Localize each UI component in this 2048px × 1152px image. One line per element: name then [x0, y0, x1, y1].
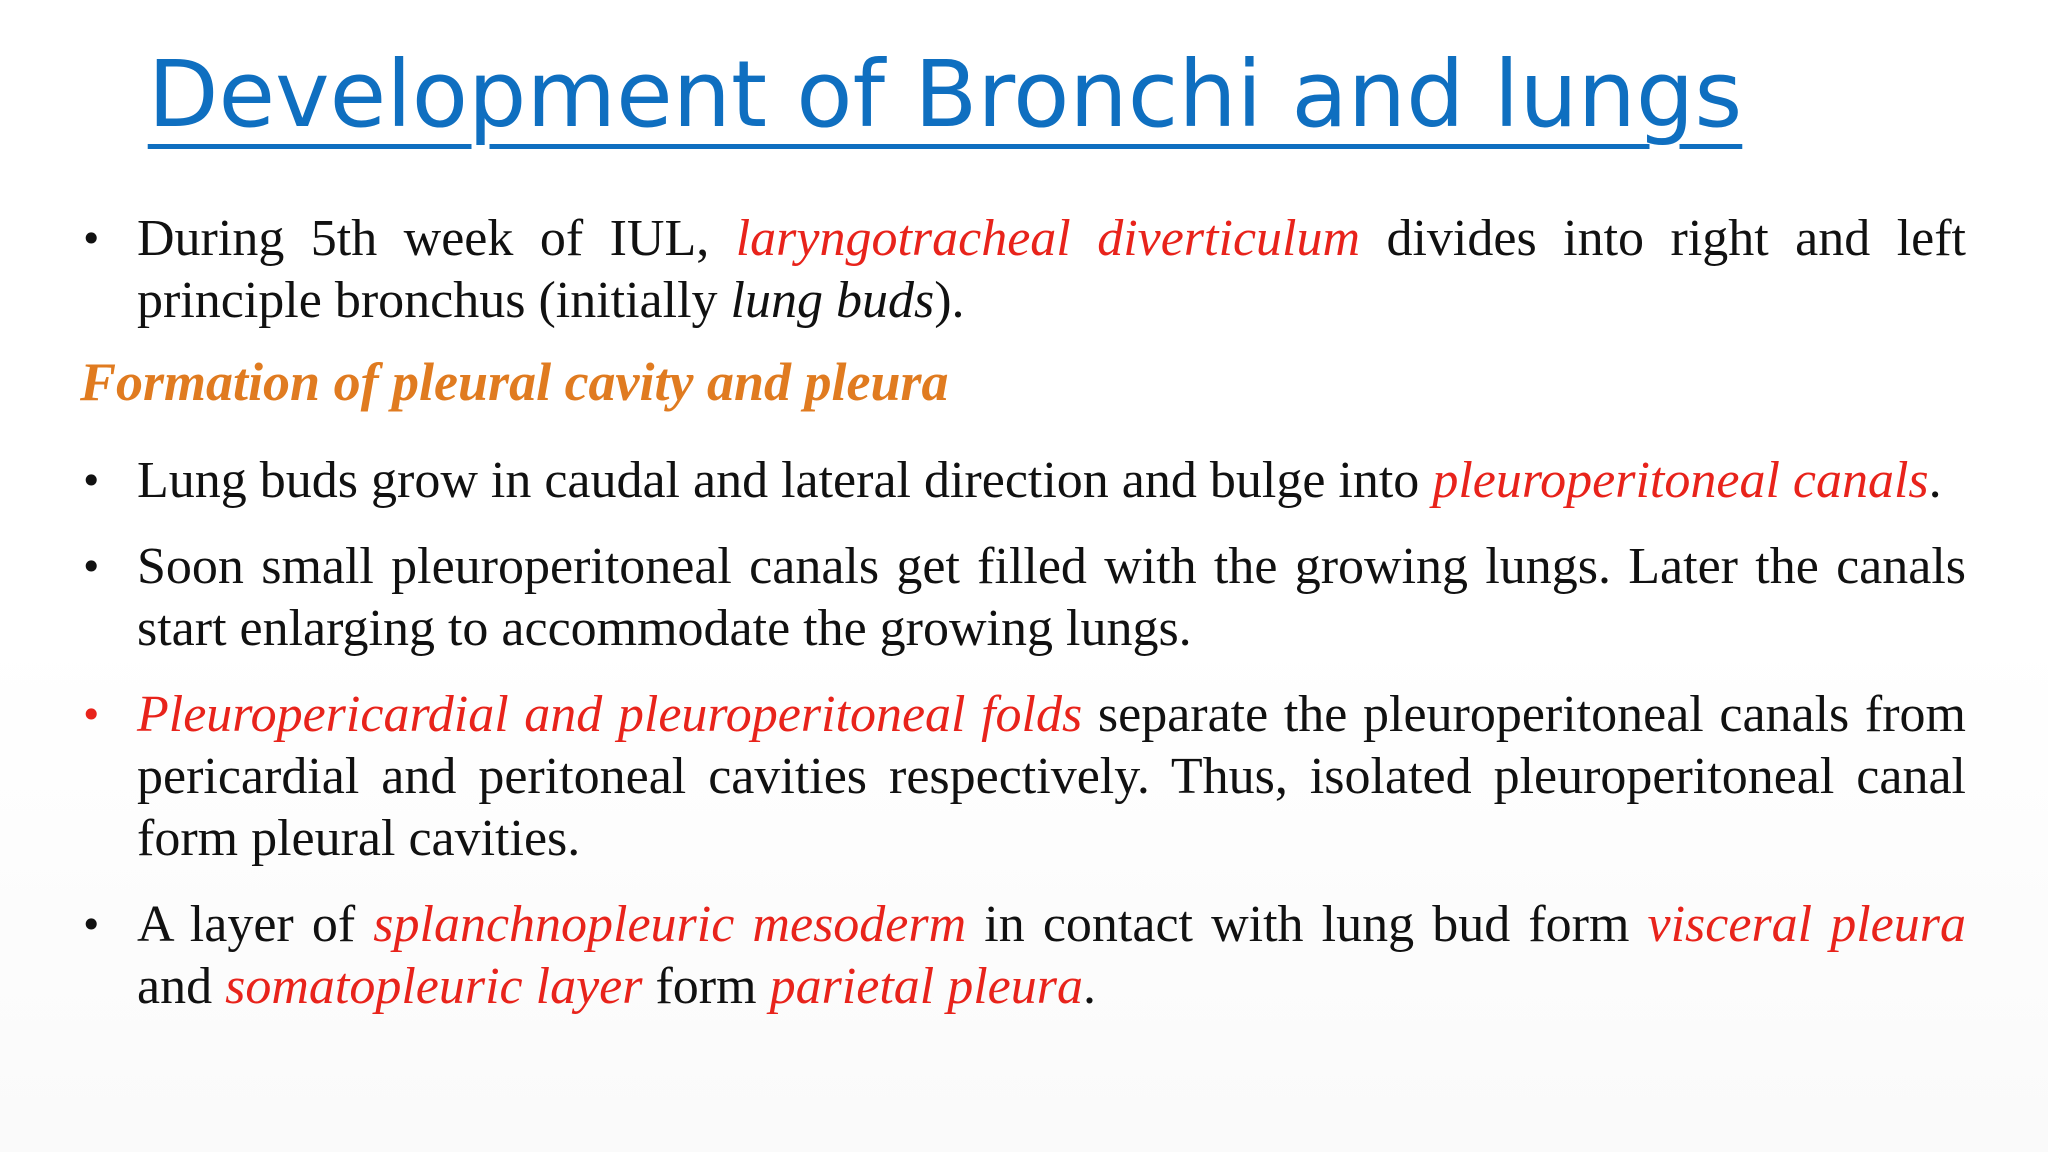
term-pleuropericardial-folds: Pleuropericardial and pleuroperitoneal folds — [137, 686, 1083, 743]
bullet-dot-icon: • — [80, 459, 103, 503]
bullet-item-2 — [80, 450, 1966, 512]
slide-content — [80, 200, 1966, 1018]
bullet-item-1 — [80, 208, 1966, 332]
bullet-2-text-b: . — [1928, 452, 1942, 509]
bullet-5-text-e: . — [1082, 958, 1096, 1015]
term-pleuroperitoneal-canals: pleuroperitoneal canals — [1432, 452, 1929, 509]
bullet-dot-icon: • — [80, 545, 103, 589]
bullet-dot-icon: • — [80, 903, 103, 947]
bullet-5-text-d: form — [642, 958, 770, 1015]
bullet-dot-icon: • — [80, 217, 103, 261]
bullet-1-text-b: divides into right and left principle bronchus (initially — [137, 210, 1966, 329]
bullet-5-text-a: A layer of — [137, 896, 374, 953]
term-parietal-pleura: parietal pleura — [769, 958, 1083, 1015]
bullet-5-text-b: in contact with lung bud form — [966, 896, 1648, 953]
term-somatopleuric-layer: somatopleuric layer — [225, 958, 643, 1015]
slide-title: Development of Bronchi and lungs — [147, 41, 1743, 148]
section-subheading: Formation of pleural cavity and pleura — [80, 352, 949, 412]
bullet-2-text-a: Lung buds grow in caudal and lateral direction and bulge into — [137, 452, 1433, 509]
term-lung-buds: lung buds — [730, 272, 935, 329]
term-visceral-pleura: visceral pleura — [1647, 896, 1966, 953]
bullet-1-text-c: ). — [934, 272, 965, 329]
bullet-3-text: Soon small pleuroperitoneal canals get filled with the growing lungs. Later the canals start enlarging to accommodate the growing lungs. — [137, 538, 1966, 657]
bullet-item-5 — [80, 894, 1966, 1018]
bullet-4-text: separate the pleuroperitoneal canals from pericardial and peritoneal cavities respectively. Thus, isolated pleuroperitoneal canal form pleural cavities. — [137, 686, 1966, 867]
bullet-item-4 — [80, 684, 1966, 870]
term-splanchnopleuric-mesoderm: splanchnopleuric mesoderm — [373, 896, 967, 953]
bullet-1-text-a: During 5th week of IUL, — [137, 210, 736, 267]
bullet-dot-red-icon: • — [80, 693, 103, 737]
bullet-5-text-c: and — [137, 958, 226, 1015]
term-laryngotracheal-diverticulum: laryngotracheal diverticulum — [735, 210, 1361, 267]
bullet-item-3 — [80, 536, 1966, 660]
